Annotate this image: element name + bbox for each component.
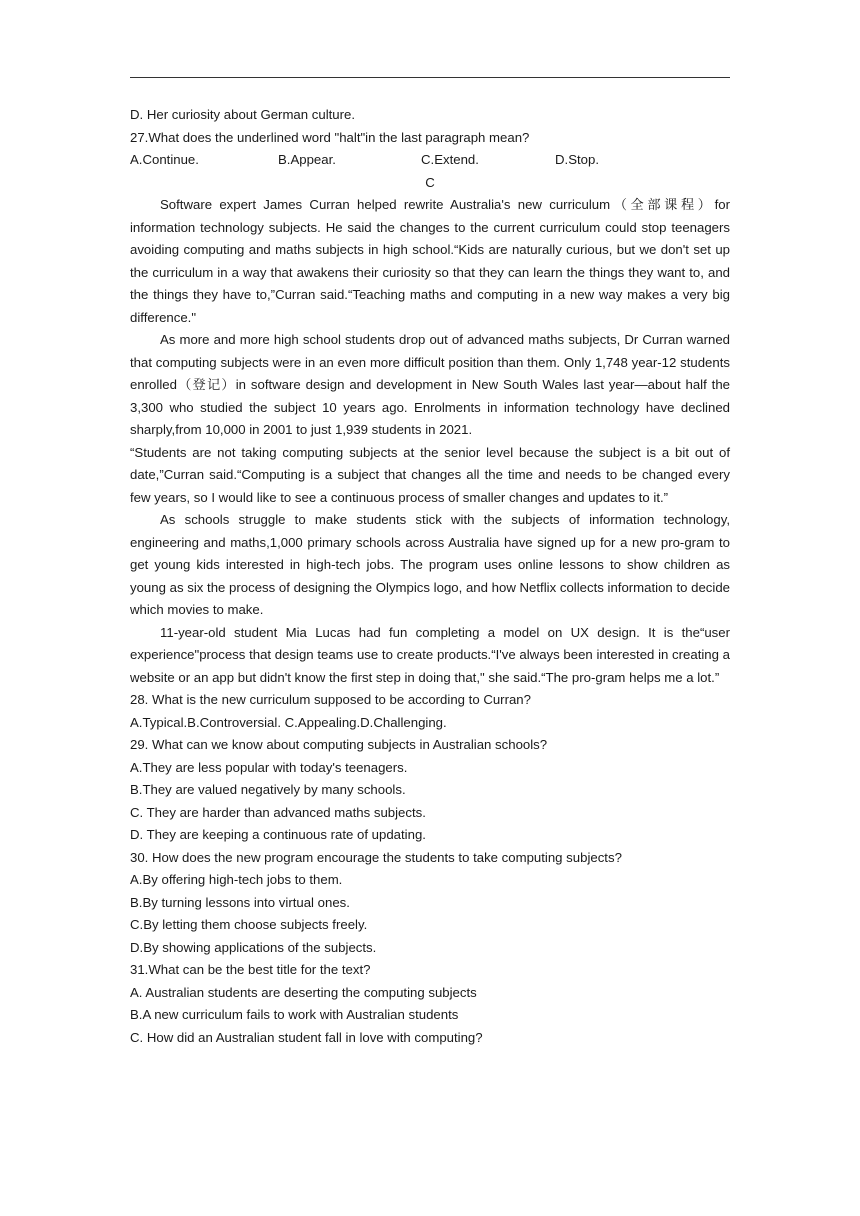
question-30-option-d: D.By showing applications of the subjects. xyxy=(130,939,377,955)
question-30-option-c: C.By letting them choose subjects freely. xyxy=(130,917,368,932)
question-31-stem: 31.What can be the best title for the text? xyxy=(130,962,371,977)
question-29-option-a: A.They are less popular with today's teenagers. xyxy=(130,759,408,775)
question-29-option-c: C. They are harder than advanced maths subjects. xyxy=(130,804,426,820)
question-29-option-d: D. They are keeping a continuous rate of updating. xyxy=(130,827,426,842)
section-label: C xyxy=(425,174,435,190)
question-30-stem: 30. How does the new program encourage the students to take computing subjects? xyxy=(130,849,622,865)
question-list xyxy=(130,689,730,1049)
passage-paragraph-2: As more and more high school students drop out of advanced maths subjects, Dr Curran warned that computing subjects were in an even more difficult position than them. Only 1,748 year-12 students enrolled（登记）in software design and development in New South Wales last year—about half the 3,300 who studied the subject 10 years ago. Enrolments in information technology have declined sharply,from 10,000 in 2001 to just 1,939 students in 2021. xyxy=(130,332,730,437)
question-31-option-a: A. Australian students are deserting the computing subjects xyxy=(130,984,477,1000)
question-29-stem: 29. What can we know about computing subjects in Australian schools? xyxy=(130,737,548,752)
question-27-option-a: A.Continue. xyxy=(130,152,199,167)
question-27-stem: 27.What does the underlined word "halt"in the last paragraph mean? xyxy=(130,129,530,145)
passage-paragraph-1: Software expert James Curran helped rewrite Australia's new curriculum（全部课程）for information technology subjects. He said the changes to the current curriculum could stop teenagers avoiding computing and maths subjects in high school.“Kids are naturally curious, but we don't set up the curriculum in a way that awakens their curiosity so that they can learn the things they want to, and the things they have to,”Curran said.“Teaching maths and computing in a new way makes a very big difference." xyxy=(130,197,730,325)
question-30-option-a: A.By offering high-tech jobs to them. xyxy=(130,872,343,887)
question-31-option-c: C. How did an Australian student fall in love with computing? xyxy=(130,1029,483,1045)
header-rule xyxy=(130,77,730,78)
question-28-stem: 28. What is the new curriculum supposed to be according to Curran? xyxy=(130,692,531,707)
question-30-option-b: B.By turning lessons into virtual ones. xyxy=(130,894,350,910)
passage-paragraph-4: As schools struggle to make students stick with the subjects of information technology, engineering and maths,1,000 primary schools across Australia have signed up for a new pro-gram to get young kids interested in high-tech jobs. The program uses online lessons to show children as young as six the process of designing the Olympics logo, and how Netflix collects information to decide which movies to make. xyxy=(130,512,730,617)
question-28-options: A.Typical.B.Controversial. C.Appealing.D.Challenging. xyxy=(130,714,447,730)
question-27-option-b: B.Appear. xyxy=(278,152,336,167)
question-29-option-b: B.They are valued negatively by many schools. xyxy=(130,782,406,797)
passage-paragraph-5: 11-year-old student Mia Lucas had fun completing a model on UX design. It is the“user experience"process that design teams use to create products.“I've always been interested in creating a website or an app but didn't know the first step in doing that," she said.“The pro-gram helps me a lot.” xyxy=(130,624,730,685)
question-27-option-d: D.Stop. xyxy=(555,152,599,167)
question-31-option-b: B.A new curriculum fails to work with Australian students xyxy=(130,1007,459,1022)
question-27-option-c: C.Extend. xyxy=(421,152,479,167)
document-body xyxy=(130,104,730,1049)
question-27-options xyxy=(130,149,730,172)
passage-paragraph-3: “Students are not taking computing subjects at the senior level because the subject is a bit out of date,”Curran said.“Computing is a subject that changes all the time and needs to be changed every few years, so I would like to see a continuous process of smaller changes and updates to it.” xyxy=(130,444,730,505)
question-26-option-d: D. Her curiosity about German culture. xyxy=(130,107,356,122)
